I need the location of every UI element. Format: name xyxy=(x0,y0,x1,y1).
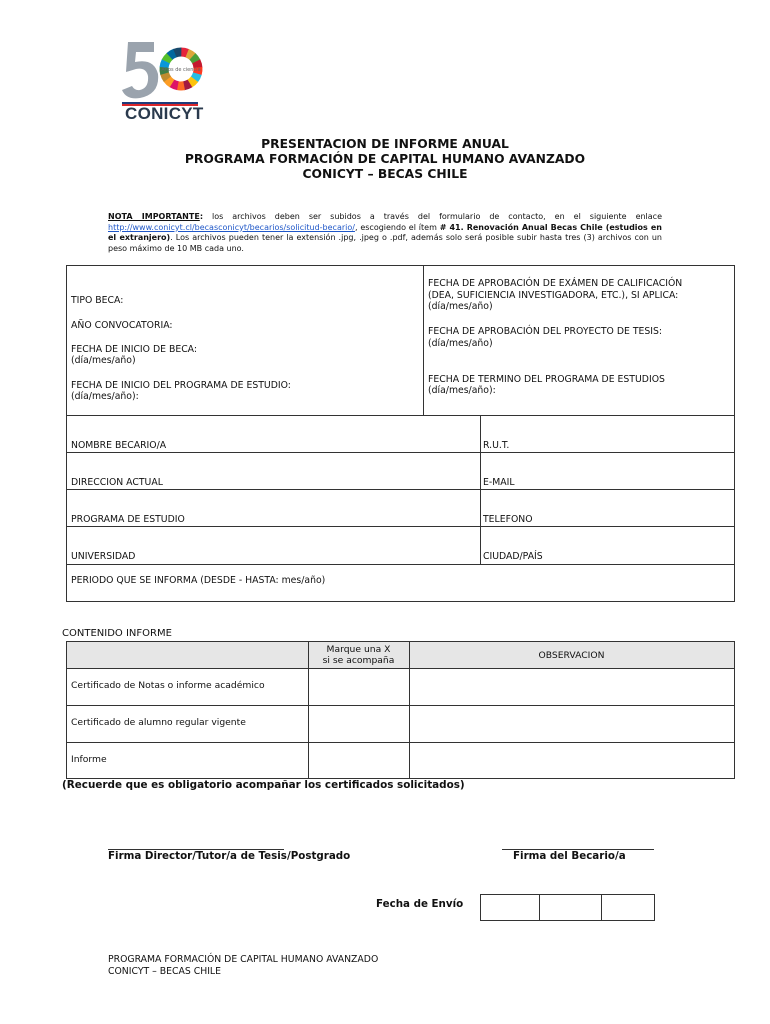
title-line-3: CONICYT – BECAS CHILE xyxy=(302,167,468,181)
fecha-inicio-beca-format: (día/mes/año) xyxy=(71,355,136,366)
becario-info-grid xyxy=(66,415,735,602)
fecha-box-divider xyxy=(601,895,602,920)
logo-ring-segment xyxy=(184,83,190,85)
programa-estudio-field[interactable]: PROGRAMA DE ESTUDIO xyxy=(71,514,185,525)
fecha-box-divider xyxy=(539,895,540,920)
logo-digit-five xyxy=(122,42,158,98)
nota-text-1: los archivos deben ser subidos a través del formulario de contacto, en el siguiente enlace xyxy=(203,212,663,221)
table-col-divider xyxy=(409,642,410,778)
grid-row-divider xyxy=(67,489,734,490)
fecha-envio-box xyxy=(480,894,655,921)
email-field[interactable]: E-MAIL xyxy=(483,477,515,488)
logo-ring-segment xyxy=(170,53,176,56)
firma-becario-label: Firma del Becario/a xyxy=(513,850,626,862)
nota-text-3: . Los archivos pueden tener la extensión .jpg, .jpeg o .pdf, además solo será posible subir hasta tres (3) archivos con un peso máximo de 10 MB cada uno. xyxy=(108,233,663,253)
logo-badge-text: Años de ciencia xyxy=(161,67,201,73)
universidad-field[interactable]: UNIVERSIDAD xyxy=(71,551,136,562)
nombre-becario-field[interactable]: NOMBRE BECARIO/A xyxy=(71,440,167,451)
nota-item: # 41. Renovación Anual Becas Chile (estudios en el extranjero) xyxy=(108,222,662,243)
fecha-termino-programa-field[interactable]: FECHA DE TERMINO DEL PROGRAMA DE ESTUDIOS xyxy=(428,374,665,385)
ciudad-pais-field[interactable]: CIUDAD/PAÍS xyxy=(483,551,543,562)
logo-ring-segment xyxy=(167,79,172,83)
fecha-inicio-beca-field[interactable]: FECHA DE INICIO DE BECA: xyxy=(71,344,198,355)
logo-graphic xyxy=(118,38,208,108)
logo-ring-segment xyxy=(175,52,181,53)
logo-brand-text: CONICYT xyxy=(125,104,204,123)
nota-label: NOTA IMPORTANTE xyxy=(108,212,200,221)
fecha-aprobacion-examen-format: (día/mes/año) xyxy=(428,301,493,312)
fecha-aprobacion-tesis-field[interactable]: FECHA DE APROBACIÓN DEL PROYECTO DE TESIS: xyxy=(428,326,663,337)
telefono-field[interactable]: TELEFONO xyxy=(483,514,533,525)
row-certificado-alumno: Certificado de alumno regular vigente xyxy=(71,717,246,728)
logo-ring-segment xyxy=(181,52,187,53)
direccion-field[interactable]: DIRECCION ACTUAL xyxy=(71,477,163,488)
grid-row-divider xyxy=(67,452,734,453)
nota-text-2: , escogiendo el ítem xyxy=(354,222,440,232)
grid-row-divider xyxy=(67,564,734,565)
col-header-observacion: OBSERVACION xyxy=(538,650,605,661)
grid-row-divider xyxy=(67,526,734,527)
logo-ring-segment xyxy=(165,73,168,79)
title-line-1: PRESENTACION DE INFORME ANUAL xyxy=(261,137,509,151)
col-header-marque-1: Marque una X xyxy=(326,644,391,655)
table-row-divider xyxy=(67,705,734,706)
contenido-heading: CONTENIDO INFORME xyxy=(62,628,172,639)
fecha-termino-programa-format: (día/mes/año): xyxy=(428,385,496,396)
logo-ring-segment xyxy=(172,83,178,85)
beca-info-box xyxy=(66,265,735,416)
tipo-beca-field[interactable]: TIPO BECA: xyxy=(71,295,124,306)
col-header-marque-2: si se acompaña xyxy=(322,655,395,666)
fecha-inicio-programa-field[interactable]: FECHA DE INICIO DEL PROGRAMA DE ESTUDIO: xyxy=(71,380,291,391)
fecha-inicio-programa-format: (día/mes/año): xyxy=(71,391,139,402)
nota-importante xyxy=(108,212,662,254)
contenido-table xyxy=(66,641,735,779)
row-certificado-notas: Certificado de Notas o informe académico xyxy=(71,680,265,691)
footer-line-2: CONICYT – BECAS CHILE xyxy=(108,966,221,977)
row-informe: Informe xyxy=(71,754,107,765)
fecha-aprobacion-examen-field[interactable]: FECHA DE APROBACIÓN DE EXÁMEN DE CALIFICACIÓN xyxy=(428,278,683,289)
table-row-divider xyxy=(67,668,734,669)
fecha-aprobacion-examen-detail: (DEA, SUFICIENCIA INVESTIGADORA, ETC.), SI APLICA: xyxy=(428,290,679,301)
ano-convocatoria-field[interactable]: AÑO CONVOCATORIA: xyxy=(71,320,173,331)
table-row-divider xyxy=(67,742,734,743)
footer-line-1: PROGRAMA FORMACIÓN DE CAPITAL HUMANO AVANZADO xyxy=(108,954,379,965)
logo-ring-segment xyxy=(194,74,197,80)
logo-ring-segment xyxy=(190,79,195,83)
fecha-envio-label: Fecha de Envío xyxy=(376,898,464,910)
logo-ring-segment xyxy=(192,56,196,61)
beca-info-divider xyxy=(423,266,424,416)
fecha-aprobacion-tesis-format: (día/mes/año) xyxy=(428,338,493,349)
logo-ring-segment xyxy=(166,56,170,61)
nota-colon: : xyxy=(199,212,204,221)
title-line-2: PROGRAMA FORMACIÓN DE CAPITAL HUMANO AVANZADO xyxy=(184,152,586,166)
nota-link[interactable]: http://www.conicyt.cl/becasconicyt/becarios/solicitud-becario/ xyxy=(108,222,355,232)
firma-director-label: Firma Director/Tutor/a de Tesis/Postgrado xyxy=(108,850,351,862)
recuerde-note: (Recuerde que es obligatorio acompañar los certificados solicitados) xyxy=(62,779,465,791)
rut-field[interactable]: R.U.T. xyxy=(483,440,510,451)
logo-ring-segment xyxy=(187,53,193,57)
periodo-informe-field[interactable]: PERIODO QUE SE INFORMA (DESDE - HASTA: mes/año) xyxy=(71,575,326,586)
